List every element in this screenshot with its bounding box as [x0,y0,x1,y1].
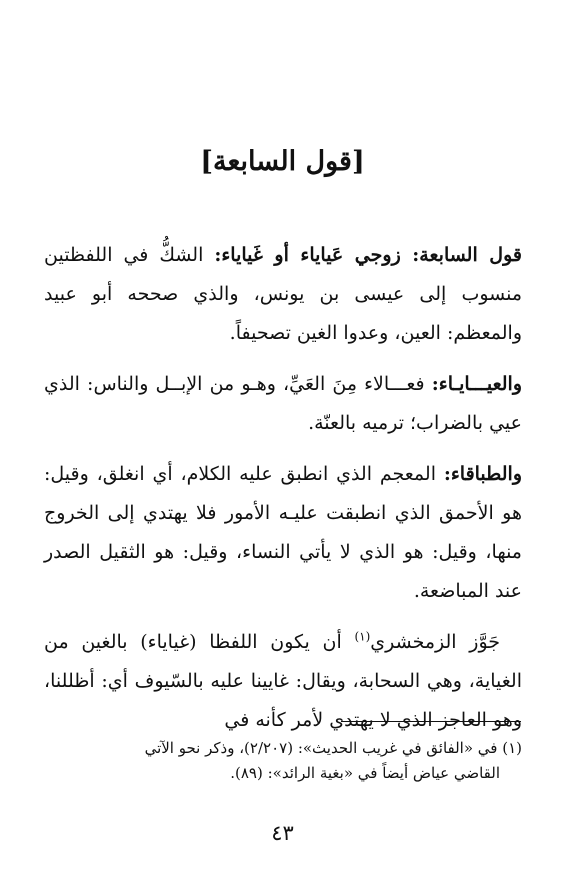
footnotes [44,736,522,786]
page-number: ٤٣ [271,821,294,845]
paragraph-4-text: أن يكون اللفظا (غياياء) بالغين من الغياية، وهي السحابة، ويقال: غايينا عليه بالسّيوف أي: أظللنا، وهو العاجز الذي لا يهتدي لأمر كأنه في [44,631,522,731]
paragraph-4-start: جَوَّز الزمخشري [370,631,501,653]
paragraph-1-text: الشكُّ في اللفظتين منسوب إلى عيسى بن يونس، والذي صححه أبو عبيد والمعظم: العين، وعدوا الغين تصحيفاً. [44,244,522,344]
paragraph-2-lead: والعيـــايـاء: [431,373,522,395]
paragraph-4 [44,623,522,740]
section-title: [قول السابعة] [200,146,365,177]
footnote-line-2: القاضي عياض أيضاً في «بغية الرائد»: (٨٩). [230,764,500,782]
paragraph-3 [44,455,522,611]
paragraph-1-lead: قول السابعة: زوجي عَياياء أو غَياياء: [214,244,522,266]
footnote-divider [341,721,521,722]
paragraph-2-text: فعـــالاء مِنَ العَيِّ، وهـو من الإبــل والناس: الذي عيي بالضراب؛ ترميه بالعنّة. [44,373,522,434]
paragraph-1 [44,236,522,353]
main-text [44,236,522,752]
paragraph-3-text: المعجم الذي انطبق عليه الكلام، أي انغلق، وقيل: هو الأحمق الذي انطبقت عليـه الأمور فلا يهتدي إلى الخروج منها، وقيل: هو الذي لا يأتي النساء، وقيل: هو الثقيل الصدر عند المباضعة. [44,463,522,602]
paragraph-2 [44,365,522,443]
paragraph-3-lead: والطباقاء: [443,463,522,485]
footnote-reference: (١) [354,629,371,644]
footnote-line-1: (١) في «الفائق في غريب الحديث»: (٢/٢٠٧)، وذكر نحو الآتي [144,739,522,757]
